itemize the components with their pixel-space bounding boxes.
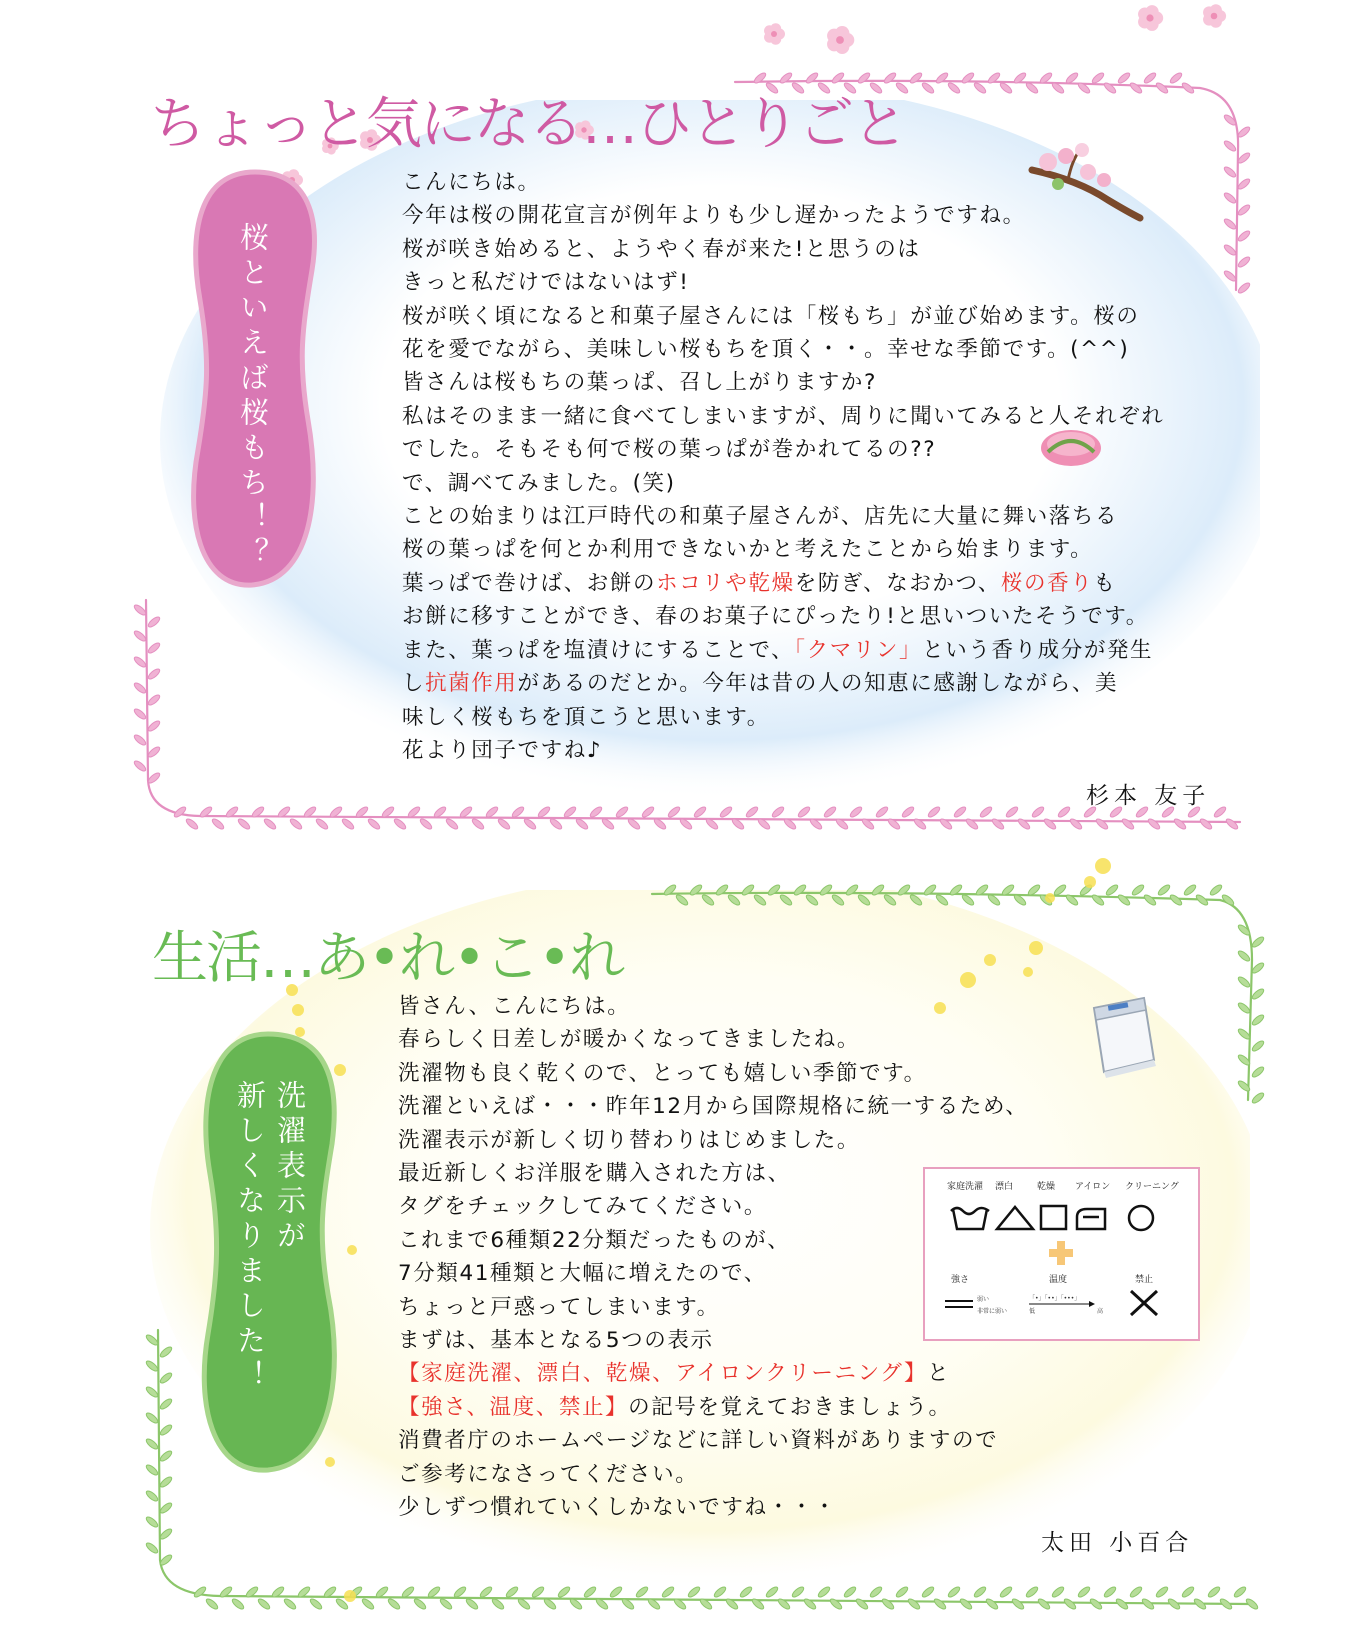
strength-note-2: 非常に弱い [977, 1308, 1008, 1315]
body-text: 消費者庁のホームページなどに詳しい資料がありますので [398, 1428, 999, 1454]
seikatsu-line [398, 1291, 1028, 1324]
prohibit-x-icon [1131, 1291, 1157, 1315]
body-text: 少しずつ慣れていくしかないですね・・・ [398, 1495, 837, 1521]
care-top-label: 家庭洗濯 [947, 1182, 984, 1192]
highlight-text: 【家庭洗濯、漂白、乾燥、アイロンクリーニング】 [398, 1361, 928, 1387]
body-text: タグをチェックしてみてください。 [398, 1194, 767, 1220]
body-text: の記号を覚えておきましょう。 [628, 1394, 952, 1420]
pill-label-sentaku-text-2: 新しくなりました！ [233, 1080, 267, 1395]
body-text: 皆さん、こんにちは。 [398, 994, 631, 1019]
cleaning-circle-icon [1129, 1206, 1153, 1230]
body-text: という香り成分が発生 [922, 637, 1154, 663]
body-text: 洗濯物も良く乾くので、とっても嬉しい季節です。 [398, 1060, 927, 1086]
care-top-label: 漂白 [995, 1182, 1014, 1192]
iron-icon [1077, 1209, 1105, 1229]
seikatsu-line [398, 1057, 1028, 1090]
care-bottom-label: 温度 [1049, 1275, 1068, 1285]
seikatsu-line [398, 1424, 1028, 1457]
body-text: も [1093, 570, 1117, 596]
strength-note-1: 弱い [977, 1296, 990, 1303]
section-seikatsu-body [398, 990, 1028, 1525]
care-top-label: アイロン [1075, 1182, 1111, 1192]
washing-machine-icon [1088, 990, 1160, 1080]
seikatsu-line [398, 1090, 1028, 1123]
temperature-low: 低 [1029, 1308, 1036, 1315]
body-text: 今年は桜の開花宣言が例年よりも少し遅かったようですね。 [402, 203, 1026, 229]
highlight-text: 【強さ、温度、禁止】 [398, 1394, 629, 1420]
highlight-text: ホコリや乾燥 [656, 570, 795, 596]
body-text: お餅に移すことができ、春のお菓子にぴったり!と思いついたそうです。 [402, 604, 1149, 630]
seikatsu-line [398, 1190, 1028, 1223]
body-text: 洗濯といえば・・・昨年12月から国際規格に統一するため、 [398, 1094, 1029, 1120]
body-text: し [402, 671, 426, 697]
body-text: こんにちは。 [402, 170, 541, 195]
dry-square-icon [1041, 1206, 1066, 1229]
seikatsu-line [398, 1257, 1028, 1290]
seikatsu-line [398, 1124, 1028, 1157]
author-sugimoto: 杉本 友子 [1086, 783, 1211, 809]
body-text: 花を愛でながら、美味しい桜もちを頂く・・。幸せな季節です。(^^) [402, 337, 1130, 363]
body-text: でした。そもそも何で桜の葉っぱが巻かれてるの?? [402, 437, 937, 463]
seikatsu-line [398, 1324, 1028, 1357]
body-text: 味しく桜もちを頂こうと思います。 [402, 704, 770, 730]
temperature-dots: 「•」「••」「•••」 [1029, 1295, 1081, 1302]
body-text: 7分類41種類と大幅に増えたので、 [398, 1261, 767, 1287]
plus-icon [1049, 1241, 1073, 1265]
seikatsu-line [398, 1491, 1028, 1524]
body-text: 春らしく日差しが暖かくなってきましたね。 [398, 1027, 861, 1053]
body-text: 私はそのまま一緒に食べてしまいますが、周りに聞いてみると人それぞれ [402, 403, 1165, 429]
body-text: 桜が咲き始めると、ようやく春が来た!と思うのは [402, 236, 921, 262]
body-text: 最近新しくお洋服を購入された方は、 [398, 1161, 791, 1187]
author-ota: 太田 小百合 [1041, 1530, 1194, 1556]
seikatsu-line [398, 1391, 1028, 1424]
body-text: きっと私だけではないはず! [402, 270, 690, 296]
pill-label-sentaku-text-1: 洗濯表示が [273, 1080, 307, 1255]
care-bottom-label: 強さ [951, 1275, 970, 1285]
body-text: ことの始まりは江戸時代の和菓子屋さんが、店先に大量に舞い落ちる [402, 504, 1119, 530]
seikatsu-line [398, 1023, 1028, 1056]
highlight-text: 抗菌作用 [425, 671, 518, 697]
body-text: と [927, 1361, 951, 1387]
body-text: これまで6種類22分類だったものが、 [398, 1227, 791, 1253]
seikatsu-line [398, 1458, 1028, 1491]
section-title-seikatsu: 生活…あ•れ•こ•れ [152, 925, 624, 991]
body-text: 桜の葉っぱを何とか利用できないかと考えたことから始まります。 [402, 537, 1094, 563]
pill-label-sakura-text: 桜といえば桜もち！？ [236, 222, 270, 572]
body-text: 洗濯表示が新しく切り替わりはじめました。 [398, 1127, 861, 1153]
body-text: を防ぎ、なおかつ、 [794, 570, 1001, 596]
body-text: があるのだとか。今年は昔の人の知恵に感謝しながら、美 [517, 671, 1119, 697]
body-text: 花より団子ですね♪ [402, 737, 603, 763]
seikatsu-line [398, 1157, 1028, 1190]
care-bottom-label: 禁止 [1135, 1275, 1154, 1285]
body-text: ご参考になさってください。 [398, 1461, 699, 1487]
body-text: 皆さんは桜もちの葉っぱ、召し上がりますか? [402, 370, 878, 396]
care-top-label: 乾燥 [1037, 1182, 1056, 1192]
highlight-text: 「クマリン」 [794, 637, 923, 663]
section-title-hitorigoto: ちょっと気になる…ひとりごと [150, 91, 906, 157]
highlight-text: 桜の香り [1000, 570, 1094, 596]
seikatsu-line [398, 990, 1028, 1023]
body-text: また、葉っぱを塩漬けにすることで、 [402, 637, 795, 663]
body-text: 桜が咲く頃になると和菓子屋さんには「桜もち」が並び始めます。桜の [402, 303, 1140, 329]
body-text: 葉っぱで巻けば、お餅の [402, 570, 657, 596]
care-top-label: クリーニング [1125, 1182, 1179, 1192]
temperature-high: 高 [1097, 1308, 1104, 1315]
seikatsu-line [398, 1357, 1028, 1390]
body-text: まずは、基本となる5つの表示 [398, 1328, 714, 1354]
seikatsu-line [398, 1224, 1028, 1257]
body-text: で、調べてみました。(笑) [402, 470, 676, 496]
body-text: ちょっと戸惑ってしまいます。 [398, 1294, 720, 1320]
